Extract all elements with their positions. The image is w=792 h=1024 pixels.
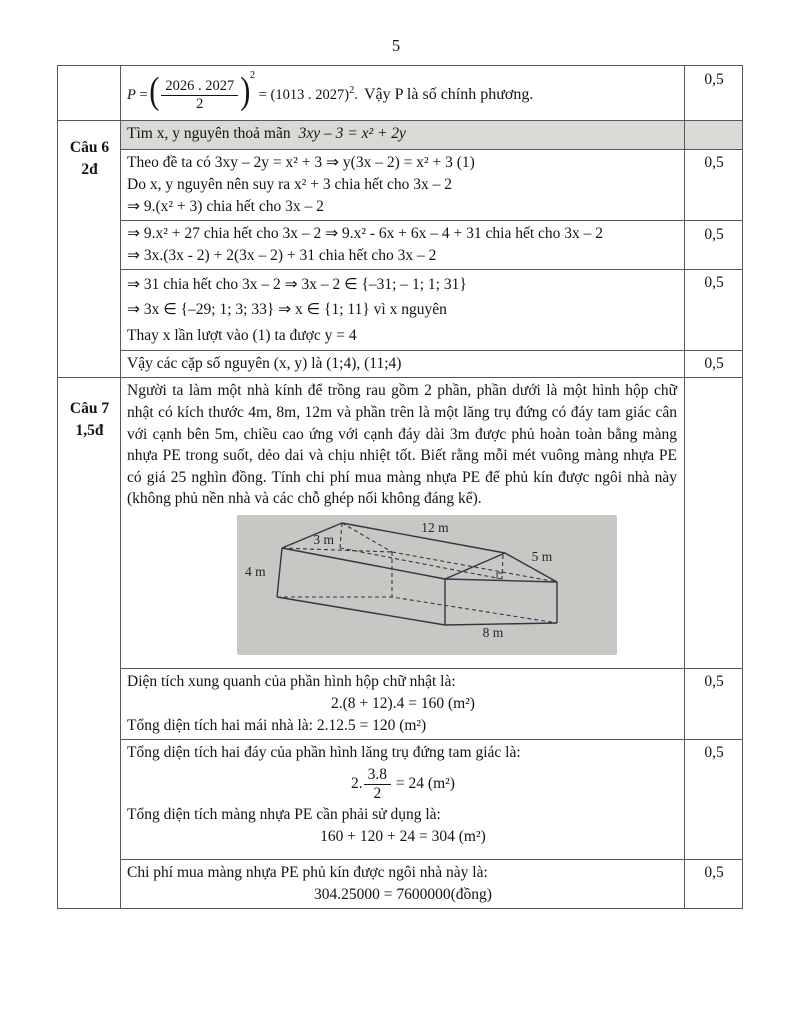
fraction: $\frac{3.8}{2}$: [364, 766, 391, 803]
problem-text: Tìm x, y nguyên thoả mãn: [127, 124, 291, 142]
figure-label-8m: 8 m: [482, 624, 504, 640]
solution-line: Chi phí mua màng nhựa PE phủ kín được ngôi nhà này là:: [127, 864, 488, 882]
house-prism-figure: [237, 515, 617, 655]
problem-equation: 3xy – 3 = x² + 2y: [298, 124, 406, 142]
solution-line: ⇒ 9.x² + 27 chia hết cho 3x – 2 ⇒ 9.x² - 6x + 6x – 4 + 31 chia hết cho 3x – 2: [127, 224, 604, 242]
solution-line: Diện tích xung quanh của phần hình hộp chữ nhật là:: [127, 673, 456, 691]
table-row: [58, 149, 743, 220]
label-cell-q7: [58, 378, 121, 909]
table-row: [58, 669, 743, 740]
solution-line: Tổng diện tích hai mái nhà là: 2.12.5 = 120 (m²): [127, 717, 427, 735]
score-cell: 0,5: [685, 740, 743, 860]
solution-line: Tổng diện tích màng nhựa PE cần phải sử dụng là:: [127, 806, 441, 824]
content-cell: [121, 269, 685, 351]
solution-line: Thay x lần lượt vào (1) ta được y = 4: [127, 326, 357, 344]
solution-line: Do x, y nguyên nên suy ra x² + 3 chia hết cho 3x – 2: [127, 175, 453, 193]
score-cell-empty: [685, 378, 743, 669]
solution-line: ⇒ 3x.(3x - 2) + 2(3x – 2) + 31 chia hết cho 3x – 2: [127, 246, 437, 264]
figure-label-5m: 5 m: [531, 548, 553, 564]
solution-line: ⇒ 31 chia hết cho 3x – 2 ⇒ 3x – 2 ∈ {–31; – 1; 1; 31}: [127, 275, 467, 293]
question-points: 2đ: [81, 160, 98, 178]
table-row: [58, 66, 743, 121]
solution-line: ⇒ 3x ∈ {–29; 1; 3; 33} ⇒ x ∈ {1; 11} vì x nguyên: [127, 301, 447, 319]
score-cell: 0,5: [685, 669, 743, 740]
fraction: $\frac{2026 . 2027}{2}$: [161, 78, 238, 113]
table-row: [58, 120, 743, 149]
score-cell-empty: [685, 120, 743, 149]
score-cell: 0,5: [685, 860, 743, 909]
solution-line: Theo đề ta có 3xy – 2y = x² + 3 ⇒ y(3x – 2) = x² + 3 (1): [127, 153, 475, 171]
content-cell: [121, 669, 685, 740]
score-cell: 0,5: [685, 351, 743, 378]
score-cell: 0,5: [685, 220, 743, 269]
solution-line: Vậy các cặp số nguyên (x, y) là (1;4), (11;4): [127, 355, 402, 373]
content-cell: [121, 351, 685, 378]
question-points: 1,5đ: [75, 422, 104, 440]
question-number: Câu 6: [69, 138, 110, 156]
score-cell: 0,5: [685, 66, 743, 121]
content-cell: [121, 66, 685, 121]
answer-key-table: [57, 65, 743, 909]
house-prism-drawing: [237, 515, 617, 655]
label-cell-empty: [58, 66, 121, 121]
q6-problem-cell: [121, 120, 685, 149]
content-cell: [121, 220, 685, 269]
page-number: 5: [391, 36, 401, 55]
content-cell: [121, 740, 685, 860]
score-cell: 0,5: [685, 149, 743, 220]
solution-line: Tổng diện tích hai đáy của phần hình lăng trụ đứng tam giác là:: [127, 744, 521, 762]
table-row: [58, 220, 743, 269]
table-row: [58, 740, 743, 860]
figure-label-3m: 3 m: [313, 531, 334, 547]
table-row: [58, 860, 743, 909]
equation-line: 160 + 120 + 24 = 304 (m²): [320, 828, 486, 846]
content-cell: [121, 860, 685, 909]
figure-label-12m: 12 m: [421, 519, 449, 535]
equation-line: 2.(8 + 12).4 = 160 (m²): [331, 695, 475, 713]
label-cell-q6: [58, 120, 121, 378]
equation-line: 2. $\frac{3.8}{2}$ = 24 (m²): [351, 766, 455, 803]
table-row: [58, 351, 743, 378]
conclusion-text: Vậy P là số chính phương.: [363, 85, 534, 103]
figure-label-4m: 4 m: [245, 563, 266, 579]
content-cell: [121, 149, 685, 220]
problem-statement: Người ta làm một nhà kính để trồng rau gồm 2 phần, phần dưới là một hình hộp chữ nhật có kích thước 4m, 8m, 12m và phần trên là một lăng trụ đứng có đáy tam giác cân với cạnh bên 5m, chiều cao ứng với cạnh đáy dài 3m được phủ hoàn toàn bằng màng nhựa PE trong suốt, dẻo dai và chịu nhiệt tốt. Biết rằng mỗi mét vuông màng nhựa PE có giá 25 nghìn đồng. Tính chi phí mua màng nhựa PE để phủ kín được ngôi nhà này (không phủ nền nhà và các chỗ ghép nối không đáng kể).: [127, 382, 677, 508]
equation-line: 304.25000 = 7600000(đồng): [314, 886, 492, 904]
table-row: [58, 269, 743, 351]
formula-lhs: P: [127, 86, 136, 103]
q7-problem-cell: [121, 378, 685, 669]
score-cell: 0,5: [685, 269, 743, 351]
formula-p: P =( $\frac{2026 . 2027}{2}$ )$^2$ = (1013 . 2027)$^2$. Vậy P là số chính phương.: [127, 69, 534, 112]
question-number: Câu 7: [69, 400, 110, 418]
solution-line: ⇒ 9.(x² + 3) chia hết cho 3x – 2: [127, 197, 324, 215]
table-row: [58, 378, 743, 669]
